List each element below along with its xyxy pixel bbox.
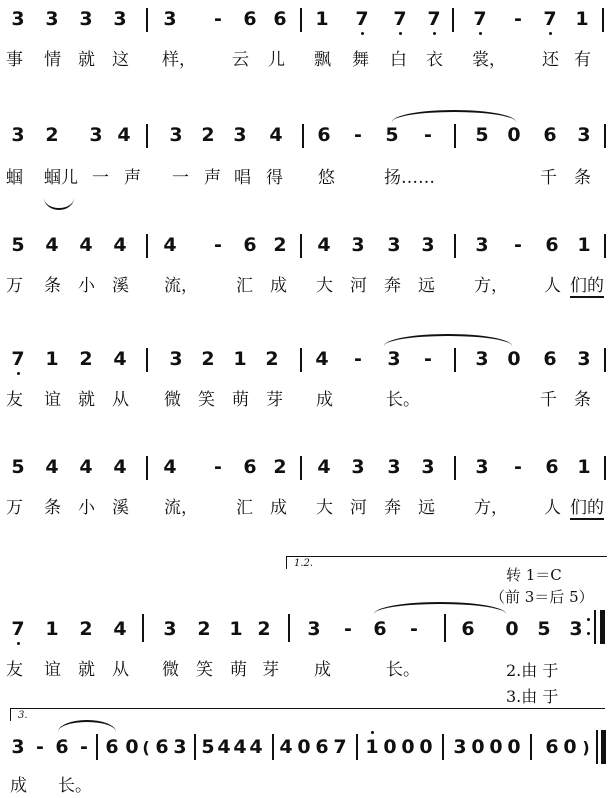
lyric: 奔 <box>384 276 401 296</box>
bar-line <box>444 614 446 642</box>
note: - <box>80 736 88 758</box>
lyric: 蝈 <box>6 168 23 188</box>
note: 5 <box>475 124 489 146</box>
lyric: 成 <box>10 776 27 796</box>
lyric: 人 <box>544 276 561 296</box>
staff-row-7 <box>0 708 615 798</box>
lyric: 条 <box>44 498 61 518</box>
note: 0 <box>489 736 503 758</box>
note: 3 <box>233 124 247 146</box>
note: 4 <box>163 456 177 478</box>
lyric: 蝈儿 <box>44 168 78 188</box>
verse-2-lyric: 2.由 于 <box>506 661 559 680</box>
bar-line <box>454 456 456 480</box>
lyric: 万 <box>6 498 23 518</box>
bar-line <box>146 234 148 258</box>
note: 1 <box>229 618 243 640</box>
note: 6 <box>545 456 559 478</box>
lyric: 远 <box>418 498 435 518</box>
staff-row-1 <box>0 8 615 78</box>
note: - <box>354 124 362 146</box>
note: 1 <box>575 8 589 30</box>
note: 3 <box>387 234 401 256</box>
lyric: 友 <box>6 660 23 680</box>
note: 4 <box>113 618 127 640</box>
lyric: 悠 <box>318 168 335 188</box>
lyric: 笑 <box>198 390 215 410</box>
note: 3 <box>169 124 183 146</box>
note: - <box>214 456 222 478</box>
note: 3 <box>421 234 435 256</box>
lyric: 汇 <box>236 498 253 518</box>
note: 3 <box>475 456 489 478</box>
slur <box>392 110 516 122</box>
lyric: 事 <box>6 50 23 70</box>
final-bar-thick <box>601 730 606 764</box>
staff-row-5 <box>0 456 615 526</box>
bar-line <box>300 8 302 32</box>
bar-line <box>96 734 98 760</box>
note: - <box>424 124 432 146</box>
lyric: 白 <box>390 50 407 70</box>
note: 6 <box>545 736 559 758</box>
note: 7 <box>333 736 347 758</box>
note: - <box>214 234 222 256</box>
bar-line <box>146 124 148 148</box>
slur <box>44 198 74 210</box>
lyric: 萌 <box>230 660 247 680</box>
note: 6 <box>243 456 257 478</box>
note: 2 <box>79 348 93 370</box>
lyric: 芽 <box>266 390 283 410</box>
note: 7 <box>8 618 28 640</box>
lyric: 成 <box>270 276 287 296</box>
key-change: 转 1＝C <box>506 566 562 584</box>
note: 5 <box>11 456 25 478</box>
note: 0 <box>471 736 485 758</box>
note: - <box>514 456 522 478</box>
bar-line <box>604 234 606 258</box>
note: 3 <box>173 736 187 758</box>
slur <box>58 720 116 732</box>
note: 6 <box>243 234 257 256</box>
lyric: 谊 <box>44 390 61 410</box>
note: 0 <box>563 736 577 758</box>
note: 6 <box>55 736 69 758</box>
lyric: 友 <box>6 390 23 410</box>
note: 1 <box>577 456 591 478</box>
lyric: 这 <box>112 50 129 70</box>
note: - <box>354 348 362 370</box>
lyric: 儿 <box>268 50 285 70</box>
bar-line <box>288 614 290 642</box>
note: 5 <box>201 736 215 758</box>
note: 2 <box>201 124 215 146</box>
note: 2 <box>265 348 279 370</box>
note: 7 <box>8 348 28 370</box>
bar-line <box>194 734 196 760</box>
bar-line <box>602 8 604 32</box>
note: 3 <box>387 456 401 478</box>
lyric: 大 <box>316 276 333 296</box>
note: 1 <box>315 8 329 30</box>
note: 2 <box>201 348 215 370</box>
note: ( <box>142 738 150 757</box>
lyric: 样， <box>162 50 196 70</box>
note: 3 <box>11 8 25 30</box>
bar-line <box>356 734 358 760</box>
lyric: 一 <box>172 168 189 188</box>
note: 6 <box>543 124 557 146</box>
lyric: 千 <box>540 390 557 410</box>
note: 6 <box>543 348 557 370</box>
note: 4 <box>279 736 293 758</box>
bar-line <box>142 614 144 642</box>
note: 4 <box>269 124 283 146</box>
note: 6 <box>545 234 559 256</box>
note: 3 <box>307 618 321 640</box>
note: 2 <box>257 618 271 640</box>
note: - <box>514 234 522 256</box>
lyric: 流， <box>164 276 198 296</box>
note: 6 <box>273 8 287 30</box>
note: 0 <box>401 736 415 758</box>
final-bar-thin <box>596 730 598 764</box>
lyric: 声 <box>124 168 141 188</box>
lyric: 就 <box>78 50 95 70</box>
note: 3 <box>387 348 401 370</box>
lyric: 还 <box>542 50 559 70</box>
note: 4 <box>163 234 177 256</box>
repeat-dot <box>587 632 590 635</box>
lyric: 谊 <box>44 660 61 680</box>
note: 4 <box>113 348 127 370</box>
bar-line <box>454 124 456 148</box>
bar-line <box>146 8 148 32</box>
note: 3 <box>421 456 435 478</box>
note: 1 <box>45 348 59 370</box>
volta-label: 3. <box>18 710 28 721</box>
lyric: 小 <box>78 498 95 518</box>
bar-line <box>454 234 456 258</box>
lyric: 一 <box>92 168 109 188</box>
note: 4 <box>249 736 263 758</box>
note: - <box>514 8 522 30</box>
note: 3 <box>351 456 365 478</box>
lyric: 云 <box>232 50 249 70</box>
note: 0 <box>505 618 519 640</box>
note: 4 <box>117 124 131 146</box>
note: 1 <box>45 618 59 640</box>
lyric: 们的 <box>570 276 604 296</box>
lyric: 长。 <box>386 660 420 680</box>
lyric: 得 <box>266 168 283 188</box>
lyric: 成 <box>270 498 287 518</box>
note: 2 <box>79 618 93 640</box>
bar-line <box>452 8 454 32</box>
lyric: 条 <box>574 390 591 410</box>
lyric: 芽 <box>262 660 279 680</box>
note: 4 <box>217 736 231 758</box>
note: 3 <box>89 124 103 146</box>
note: 5 <box>537 618 551 640</box>
note: 7 <box>424 8 444 30</box>
note: 1 <box>362 736 382 758</box>
note: 6 <box>243 8 257 30</box>
bar-line <box>604 124 606 148</box>
note: 4 <box>113 456 127 478</box>
lyric: 方， <box>474 276 508 296</box>
note: 5 <box>11 234 25 256</box>
lyric: 就 <box>78 660 95 680</box>
note: 6 <box>461 618 475 640</box>
note: 2 <box>197 618 211 640</box>
lyric: 长。 <box>386 390 420 410</box>
lyric: 声 <box>204 168 221 188</box>
note: 4 <box>315 348 329 370</box>
note: 7 <box>540 8 560 30</box>
bar-line <box>272 734 274 760</box>
note: 3 <box>45 8 59 30</box>
staff-row-4 <box>0 348 615 418</box>
note: 3 <box>79 8 93 30</box>
volta-bracket <box>10 708 605 721</box>
note: - <box>214 8 222 30</box>
lyric: 河 <box>350 498 367 518</box>
note: 3 <box>113 8 127 30</box>
staff-row-3 <box>0 234 615 304</box>
note: - <box>344 618 352 640</box>
note: 0 <box>507 348 521 370</box>
note: - <box>424 348 432 370</box>
note: 3 <box>163 8 177 30</box>
lyric: 微 <box>162 660 179 680</box>
lyric: 从 <box>112 660 129 680</box>
lyric: 就 <box>78 390 95 410</box>
bar-line <box>604 456 606 480</box>
note: 4 <box>233 736 247 758</box>
staff-row-2 <box>0 124 615 194</box>
note: 7 <box>352 8 372 30</box>
lyric: 条 <box>44 276 61 296</box>
note: 0 <box>507 736 521 758</box>
lyric: 小 <box>78 276 95 296</box>
lyric: 舞 <box>352 50 369 70</box>
note: 1 <box>233 348 247 370</box>
note: 5 <box>385 124 399 146</box>
bar-line <box>300 234 302 258</box>
bar-line <box>146 456 148 480</box>
note: 0 <box>419 736 433 758</box>
note: 4 <box>79 234 93 256</box>
note: 0 <box>383 736 397 758</box>
lyric: 河 <box>350 276 367 296</box>
note: 3 <box>577 124 591 146</box>
lyric: 溪 <box>112 498 129 518</box>
lyric: 条 <box>574 168 591 188</box>
lyric: 情 <box>44 50 61 70</box>
verse-3-lyric: 3.由 于 <box>506 687 559 706</box>
note: 3 <box>577 348 591 370</box>
note: 4 <box>45 456 59 478</box>
note: 3 <box>11 124 25 146</box>
note: 4 <box>317 456 331 478</box>
note: 1 <box>577 234 591 256</box>
note: 2 <box>273 234 287 256</box>
lyric: 衣 <box>426 50 443 70</box>
note: 3 <box>453 736 467 758</box>
note: 7 <box>470 8 490 30</box>
bar-line <box>530 734 532 760</box>
lyric: 大 <box>316 498 333 518</box>
note: 3 <box>475 234 489 256</box>
note: 7 <box>390 8 410 30</box>
note: 2 <box>45 124 59 146</box>
lyric: 裳， <box>472 50 506 70</box>
slur <box>384 334 512 346</box>
lyric: 汇 <box>236 276 253 296</box>
note: 3 <box>169 348 183 370</box>
note: 6 <box>373 618 387 640</box>
lyric: 们的 <box>570 498 604 518</box>
note: 6 <box>105 736 119 758</box>
note: 0 <box>297 736 311 758</box>
note: 3 <box>475 348 489 370</box>
bar-line <box>604 348 606 372</box>
volta-label: 1.2. <box>294 558 314 569</box>
note: 6 <box>317 124 331 146</box>
note: 6 <box>155 736 169 758</box>
note: 3 <box>569 618 583 640</box>
lyric: 流， <box>164 498 198 518</box>
bar-line <box>300 456 302 480</box>
bar-line <box>442 734 444 760</box>
bar-line <box>454 348 456 372</box>
lyric: 成 <box>314 660 331 680</box>
lyric: 人 <box>544 498 561 518</box>
lyric: 扬…… <box>384 168 435 188</box>
note: 4 <box>79 456 93 478</box>
note: 3 <box>351 234 365 256</box>
note: 4 <box>45 234 59 256</box>
lyric: 飘 <box>314 50 331 70</box>
lyric: 从 <box>112 390 129 410</box>
bar-line <box>146 348 148 372</box>
key-relation: （前 3＝后 5） <box>490 588 594 606</box>
bar-line <box>302 124 304 148</box>
lyric: 微 <box>164 390 181 410</box>
repeat-bar-thin <box>594 610 596 644</box>
lyric: 方， <box>474 498 508 518</box>
note: 4 <box>317 234 331 256</box>
note: 0 <box>507 124 521 146</box>
lyric: 成 <box>316 390 333 410</box>
note: 6 <box>315 736 329 758</box>
note: 0 <box>125 736 139 758</box>
note: 3 <box>163 618 177 640</box>
note: ) <box>582 738 590 757</box>
lyric: 万 <box>6 276 23 296</box>
lyric: 长。 <box>58 776 92 796</box>
lyric: 远 <box>418 276 435 296</box>
lyric: 笑 <box>196 660 213 680</box>
staff-row-6 <box>0 556 615 706</box>
note: 3 <box>11 736 25 758</box>
repeat-bar-thick <box>600 610 605 644</box>
slur <box>374 602 506 614</box>
lyric: 唱 <box>234 168 251 188</box>
lyric: 千 <box>540 168 557 188</box>
note: 2 <box>273 456 287 478</box>
note: - <box>410 618 418 640</box>
lyric: 萌 <box>232 390 249 410</box>
lyric: 溪 <box>112 276 129 296</box>
bar-line <box>300 348 302 372</box>
note: - <box>36 736 44 758</box>
note: 4 <box>113 234 127 256</box>
lyric: 奔 <box>384 498 401 518</box>
lyric: 有 <box>574 50 591 70</box>
repeat-dot <box>587 618 590 621</box>
